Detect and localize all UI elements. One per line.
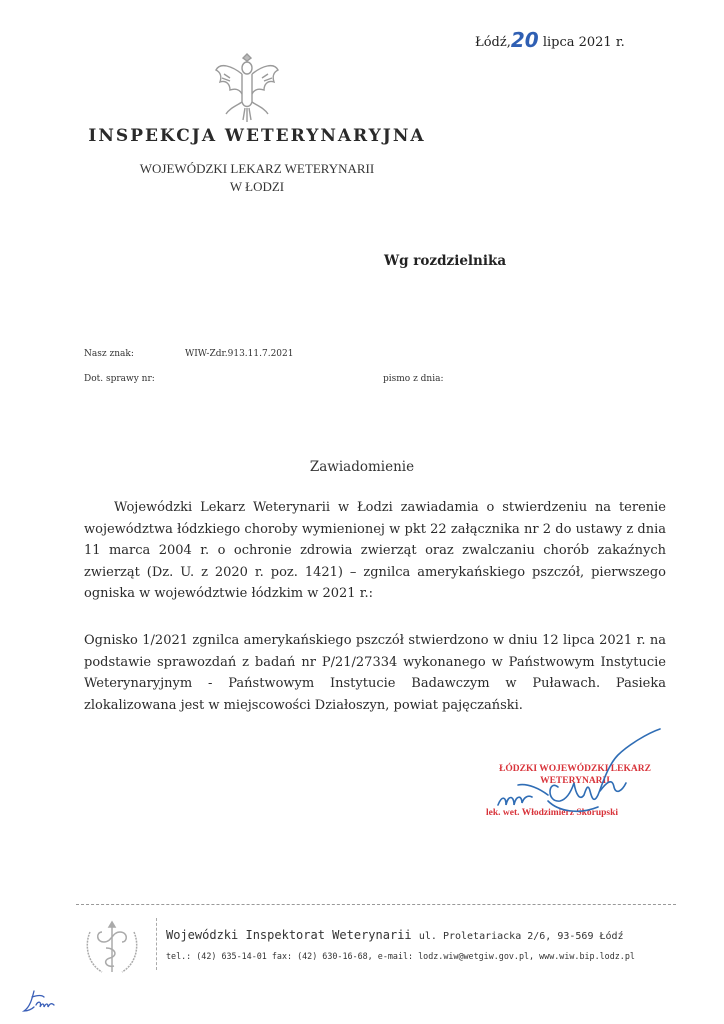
date-place: Łódź, xyxy=(475,35,511,50)
org-subtitle xyxy=(87,160,427,196)
document-title: Zawiadomienie xyxy=(309,459,415,475)
body-paragraph-2: Ognisko 1/2021 zgnilca amerykańskiego pszczół stwierdzono w dniu 12 lipca 2021 r. na podstawie sprawozdań z badań nr P/21/27334 wykonanego w Państwowym Instytucie Weterynaryjnym - Państwowym Instytucie Badawczym w Puławach. Pasieka zlokalizowana jest w miejscowości Działoszyn, powiat pajęczański. xyxy=(84,633,666,713)
handwritten-initials xyxy=(20,987,60,1015)
caduceus-icon xyxy=(82,918,142,976)
letter-date-label: pismo z dnia: xyxy=(383,374,444,384)
footer-institution-line xyxy=(166,928,624,942)
footer-contact: tel.: (42) 635-14-01 fax: (42) 630-16-68, e-mail: lodz.wiw@wetgiw.gov.pl, www.wiw.bip.lodz.pl xyxy=(166,951,635,961)
date-line xyxy=(475,28,715,52)
our-ref-label: Nasz znak: xyxy=(84,349,134,359)
date-month-year: lipca 2021 r. xyxy=(542,35,625,50)
org-subtitle-line2: W ŁODZI xyxy=(229,179,285,194)
org-title: INSPEKCJA WETERYNARYJNA xyxy=(88,126,426,146)
footer-address: ul. Proletariacka 2/6, 93-569 Łódź xyxy=(418,931,624,942)
stamp-line1: ŁÓDZKI WOJEWÓDZKI LEKARZ xyxy=(499,764,651,774)
recipient: Wg rozdzielnika xyxy=(384,253,507,269)
footer-vertical-divider xyxy=(156,918,157,970)
our-ref-value: WIW-Zdr.913.11.7.2021 xyxy=(185,349,294,359)
org-subtitle-line1: WOJEWÓDZKI LEKARZ WETERYNARII xyxy=(139,161,375,176)
date-day-handwritten: 20 xyxy=(510,28,539,52)
footer-institution: Wojewódzki Inspektorat Weterynarii xyxy=(166,928,412,942)
case-no-label: Dot. sprawy nr: xyxy=(84,374,155,384)
body-paragraph-1: Wojewódzki Lekarz Weterynarii w Łodzi zawiadamia o stwierdzeniu na terenie województwa łódzkiego choroby wymienionej w pkt 22 załącznika nr 2 do ustawy z dnia 11 marca 2004 r. o ochronie zdrowia zwierząt oraz zwalczaniu chorób zakaźnych zwierząt (Dz. U. z 2020 r. poz. 1421) – zgnilca amerykańskiego pszczół, pierwszego ogniska w województwie łódzkim w 2021 r.: xyxy=(84,500,666,601)
stamp-signatory-name: lek. wet. Włodzimierz Skorupski xyxy=(486,808,619,818)
handwritten-signature xyxy=(488,725,678,825)
stamp-line2: WETERYNARII xyxy=(540,776,610,786)
polish-eagle-icon xyxy=(212,48,282,124)
footer-divider xyxy=(76,904,676,905)
